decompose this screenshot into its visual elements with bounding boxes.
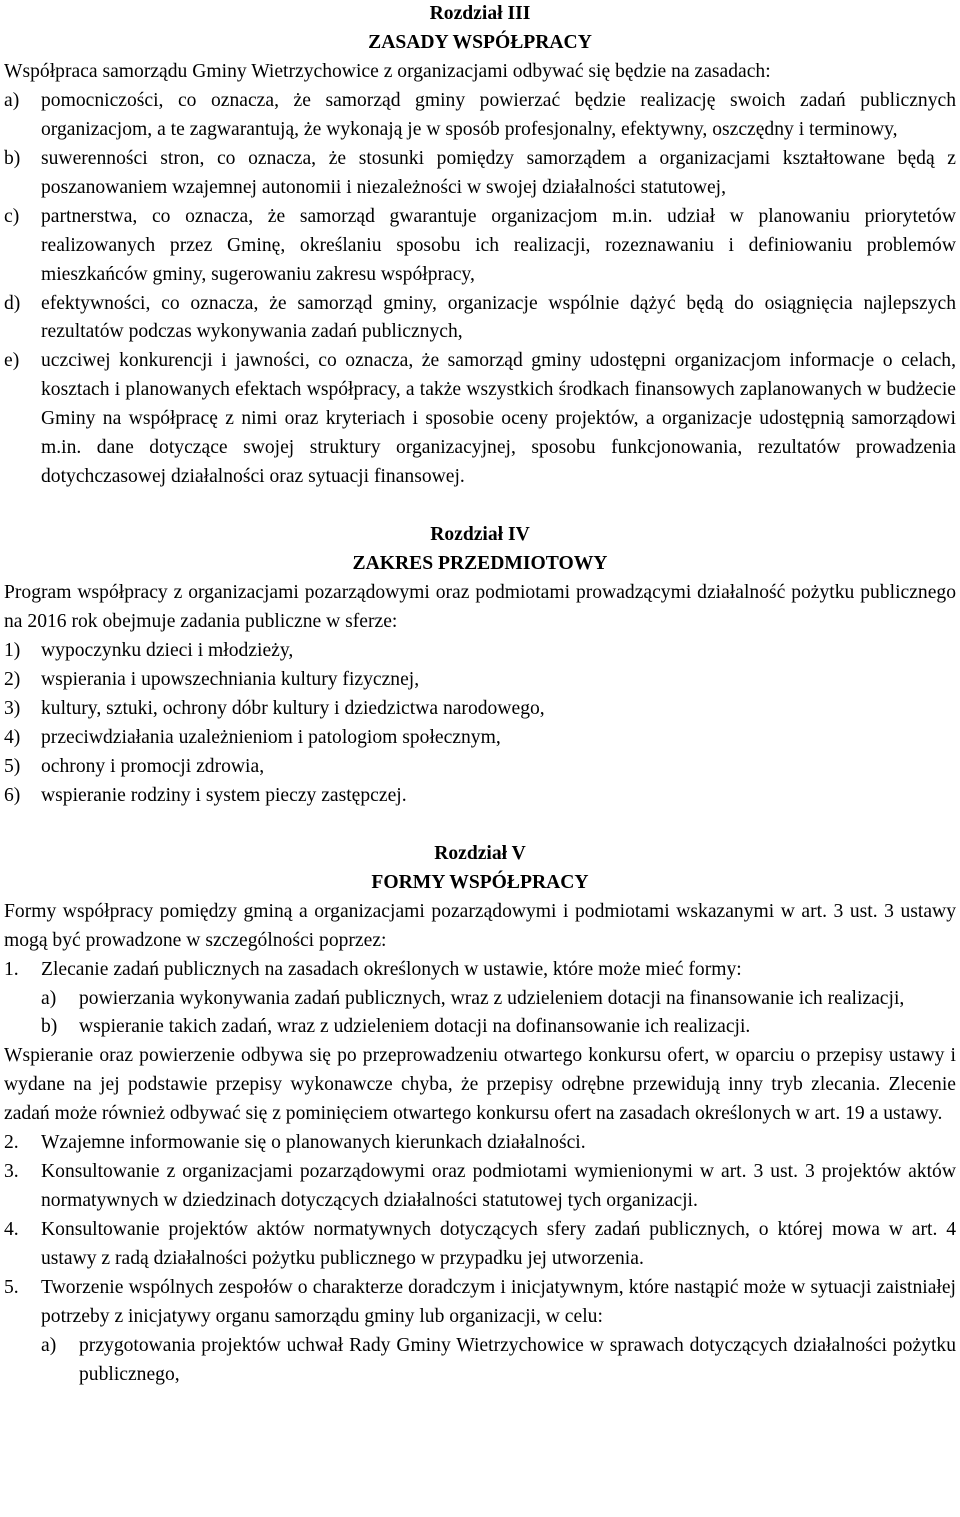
chapter-5 — [4, 840, 956, 1390]
chapter-3-title: ZASADY WSPÓŁPRACY — [368, 31, 592, 53]
list-item-label: c) — [4, 205, 20, 227]
chapter-4-intro: Program współpracy z organizacjami pozarządowymi oraz podmiotami prowadzącymi działalność pożytku publicznego na 2016 rok obejmuje zadania publiczne w sferze: — [4, 582, 956, 633]
sub-list-item-label: a) — [41, 987, 57, 1009]
list-item-text: Konsultowanie z organizacjami pozarządowymi oraz podmiotami wymienionymi w art. 3 ust. 3 projektów aktów normatywnych w dziedzinach dotyczących działalności statutowej tych organizacji. — [41, 1161, 956, 1212]
list-item-label: 3. — [4, 1161, 19, 1183]
list-item — [4, 782, 956, 811]
chapter-4-title: ZAKRES PRZEDMIOTOWY — [352, 553, 608, 575]
list-item-text: wspierania i upowszechniania kultury fizycznej, — [41, 668, 420, 690]
list-item-label: 4. — [4, 1219, 19, 1241]
sub-list-item-text: przygotowania projektów uchwał Rady Gminy Wietrzychowice w sprawach dotyczących działalności pożytku publicznego, — [79, 1334, 956, 1385]
list-item — [4, 1158, 956, 1216]
sub-list-item — [4, 1332, 956, 1390]
list-item — [4, 1274, 956, 1332]
chapter-3-intro: Współpraca samorządu Gminy Wietrzychowice z organizacjami odbywać się będzie na zasadach: — [4, 60, 771, 82]
sub-list-item-label: b) — [41, 1016, 58, 1038]
list-item-label: 5) — [4, 755, 21, 777]
list-item-text: kultury, sztuki, ochrony dóbr kultury i dziedzictwa narodowego, — [41, 697, 545, 719]
list-item-label: a) — [4, 89, 20, 111]
sub-list-item-text: powierzania wykonywania zadań publicznych, wraz z udzieleniem dotacji na finansowanie ich realizacji, — [79, 987, 905, 1009]
sub-list-item-text: wspieranie takich zadań, wraz z udzieleniem dotacji na dofinansowanie ich realizacji. — [79, 1016, 751, 1038]
list-item — [4, 956, 956, 985]
list-item — [4, 145, 956, 203]
sub-list-item-label: a) — [41, 1334, 57, 1356]
list-item — [4, 637, 956, 666]
list-item-label: e) — [4, 350, 20, 372]
list-item-text: uczciwej konkurencji i jawności, co oznacza, że samorząd gminy udostępni organizacjom informacje o celach, kosztach i planowanych efektach współpracy, a także wszystkich środkach finansowych zaplanowanych w budżecie Gminy na współpracę z nimi oraz kryteriach i sposobie oceny projektów, a organizacje udostępnią samorządowi m.in. dane dotyczące swojej struktury organizacyjnej, sposobu funkcjonowania, rezultatów prowadzenia dotychczasowej działalności oraz sytuacji finansowej. — [41, 350, 956, 488]
list-item-text: Tworzenie wspólnych zespołów o charakterze doradczym i inicjatywnym, które nastąpić może w sytuacji zaistniałej potrzeby z inicjatywy organu samorządu gminy lub organizacji, w celu: — [41, 1277, 956, 1327]
chapter-3 — [4, 0, 956, 492]
list-item — [4, 347, 956, 492]
list-item — [4, 695, 956, 724]
list-item-label: 3) — [4, 697, 21, 719]
list-item — [4, 87, 956, 145]
list-item-label: d) — [4, 292, 21, 314]
list-item-label: 2) — [4, 668, 21, 690]
list-item-text: przeciwdziałania uzależnieniom i patologiom społecznym, — [41, 726, 501, 748]
list-item-label: b) — [4, 147, 21, 169]
list-item-text: partnerstwa, co oznacza, że samorząd gwarantuje organizacjom m.in. udział w planowaniu priorytetów realizowanych przez Gminę, określaniu sposobu ich realizacji, rozeznawaniu i definiowaniu problemów mieszkańców gminy, sugerowaniu zakresu współpracy, — [41, 205, 956, 285]
list-item — [4, 203, 956, 290]
list-item-text: Wzajemne informowanie się o planowanych kierunkach działalności. — [41, 1132, 586, 1154]
list-item-text: pomocniczości, co oznacza, że samorząd gminy powierzać będzie realizację swoich zadań publicznych organizacjom, a te zagwarantują, że wykonają je w sposób profesjonalny, efektywny, oszczędny i terminowy, — [41, 89, 956, 140]
list-item-label: 1. — [4, 958, 19, 980]
list-item-text: ochrony i promocji zdrowia, — [41, 755, 265, 777]
section-spacer — [4, 492, 956, 521]
section-spacer — [4, 811, 956, 840]
list-item-text: wspieranie rodziny i system pieczy zastępczej. — [41, 784, 407, 806]
list-item-text: suwerenności stron, co oznacza, że stosunki pomiędzy samorządem a organizacjami kształtowane będą z poszanowaniem wzajemnej autonomii i niezależności w swojej działalności statutowej, — [41, 147, 956, 198]
chapter-3-number: Rozdział III — [429, 3, 531, 24]
list-item-label: 6) — [4, 784, 21, 806]
list-item — [4, 1129, 956, 1158]
list-item-label: 1) — [4, 640, 21, 662]
list-item-text: wypoczynku dzieci i młodzieży, — [41, 640, 294, 662]
list-item — [4, 290, 956, 348]
list-item — [4, 753, 956, 782]
list-item-text: Zlecanie zadań publicznych na zasadach określonych w ustawie, które może mieć formy: — [41, 958, 742, 980]
chapter-5-note: Wspieranie oraz powierzenie odbywa się po przeprowadzeniu otwartego konkursu ofert, w oparciu o przepisy ustawy i wydane na jej podstawie przepisy wykonawcze chyba, że przepisy odrębne przewidują inny tryb zlecania. Zlecenie zadań może również odbywać się z pominięciem otwartego konkursu ofert na zasadach określonych w art. 19 a ustawy. — [4, 1045, 956, 1125]
list-item-text: Konsultowanie projektów aktów normatywnych dotyczących sfery zadań publicznych, o której mowa w art. 4 ustawy z radą działalności pożytku publicznego w przypadku jej utworzenia. — [41, 1219, 956, 1270]
chapter-4-number: Rozdział IV — [430, 524, 530, 546]
sub-list-item — [4, 985, 956, 1014]
list-item-label: 5. — [4, 1277, 19, 1299]
list-item-label: 2. — [4, 1132, 19, 1154]
chapter-5-number: Rozdział V — [434, 842, 526, 864]
chapter-5-title: FORMY WSPÓŁPRACY — [371, 871, 589, 893]
chapter-4 — [4, 521, 956, 811]
sub-list-item — [4, 1013, 956, 1042]
list-item — [4, 1216, 956, 1274]
list-item — [4, 666, 956, 695]
list-item-text: efektywności, co oznacza, że samorząd gminy, organizacje wspólnie dążyć będą do osiągnięcia najlepszych rezultatów podczas wykonywania zadań publicznych, — [41, 292, 956, 343]
list-item — [4, 724, 956, 753]
chapter-5-intro: Formy współpracy pomiędzy gminą a organizacjami pozarządowymi i podmiotami wskazanymi w art. 3 ust. 3 ustawy mogą być prowadzone w szczególności poprzez: — [4, 900, 956, 951]
list-item-label: 4) — [4, 726, 21, 748]
